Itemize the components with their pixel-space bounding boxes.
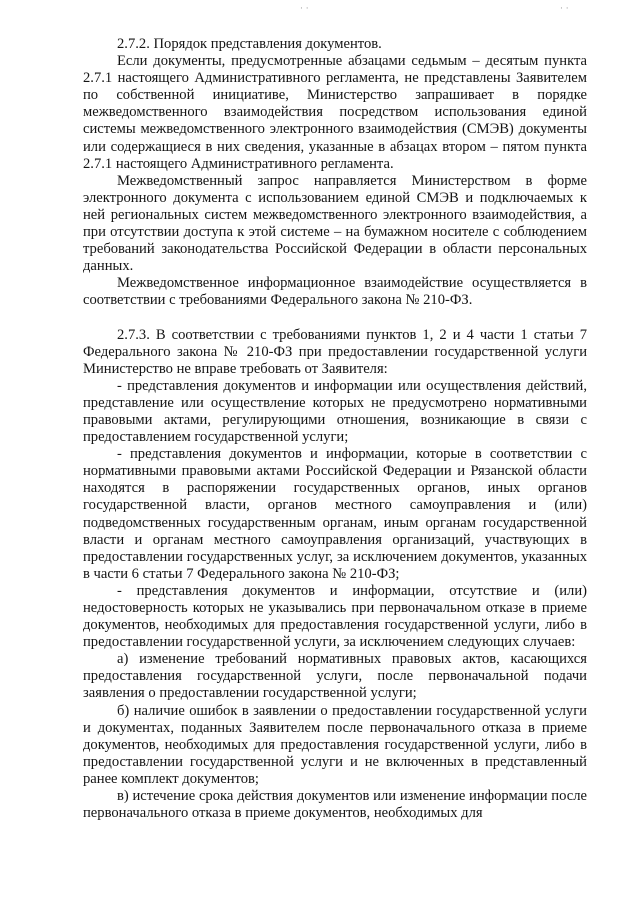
section-gap [83, 310, 587, 327]
scan-mark: · · [560, 4, 569, 14]
scan-mark: · · [300, 4, 309, 14]
paragraph: Межведомственное информационное взаимодействие осуществляется в соответствии с требованиями Федерального закона № 210-ФЗ. [83, 275, 587, 309]
list-item: в) истечение срока действия документов или изменение информации после первоначального отказа в приеме документов, необходимых для [83, 788, 587, 822]
list-item: б) наличие ошибок в заявлении о предоставлении государственной услуги и документах, поданных Заявителем после первоначального отказа в приеме документов, необходимых для предоставления государственной услуги, либо в предоставлении государственной услуги и не включенных в представленный ранее комплект документов; [83, 702, 587, 787]
section-2-7-2 [83, 36, 587, 310]
section-2-7-3 [83, 327, 587, 823]
list-item: - представления документов и информации, отсутствие и (или) недостоверность которых не указывались при первоначальном отказе в приеме документов, необходимых для предоставления государственной услуги, либо в предоставлении государственной услуги, за исключением следующих случаев: [83, 582, 587, 651]
section-heading: 2.7.2. Порядок представления документов. [117, 36, 382, 52]
paragraph: Межведомственный запрос направляется Министерством в форме электронного документа с использованием единой СМЭВ и подключаемых к ней региональных систем межведомственного электронного взаимодействия, а при отсутствии доступа к этой системе – на бумажном носителе с соблюдением требований законодательства Российской Федерации в области персональных данных. [83, 172, 587, 275]
document-page [83, 36, 587, 822]
list-item: - представления документов и информации или осуществления действий, представление или осуществление которых не предусмотрено нормативными правовыми актами, регулирующими отношения, возникающие в связи с предоставлением государственной услуги; [83, 377, 587, 446]
list-item: - представления документов и информации, которые в соответствии с нормативными правовыми актами Российской Федерации и Рязанской области находятся в распоряжении государственных органов, иных органов государственной власти, органов местного самоуправления и (или) подведомственных государственным органам, иным органам государственной власти и органам местного самоуправления организаций, участвующих в предоставлении государственных услуг, за исключением документов, указанных в части 6 статьи 7 Федерального закона № 210-ФЗ; [83, 446, 587, 582]
paragraph: 2.7.3. В соответствии с требованиями пунктов 1, 2 и 4 части 1 статьи 7 Федерального закона № 210-ФЗ при предоставлении государственной услуги Министерство не вправе требовать от Заявителя: [83, 326, 587, 377]
paragraph: Если документы, предусмотренные абзацами седьмым – десятым пункта 2.7.1 настоящего Административного регламента, не представлены Заявителем по собственной инициативе, Министерство запрашивает в порядке межведомственного взаимодействия посредством использования единой системы межведомственного электронного взаимодействия (СМЭВ) документы или содержащиеся в них сведения, указанные в абзацах втором – пятом пункта 2.7.1 настоящего Административного регламента. [83, 53, 587, 172]
list-item: а) изменение требований нормативных правовых актов, касающихся предоставления государственной услуги, после первоначальной подачи заявления о предоставлении государственной услуги; [83, 651, 587, 702]
